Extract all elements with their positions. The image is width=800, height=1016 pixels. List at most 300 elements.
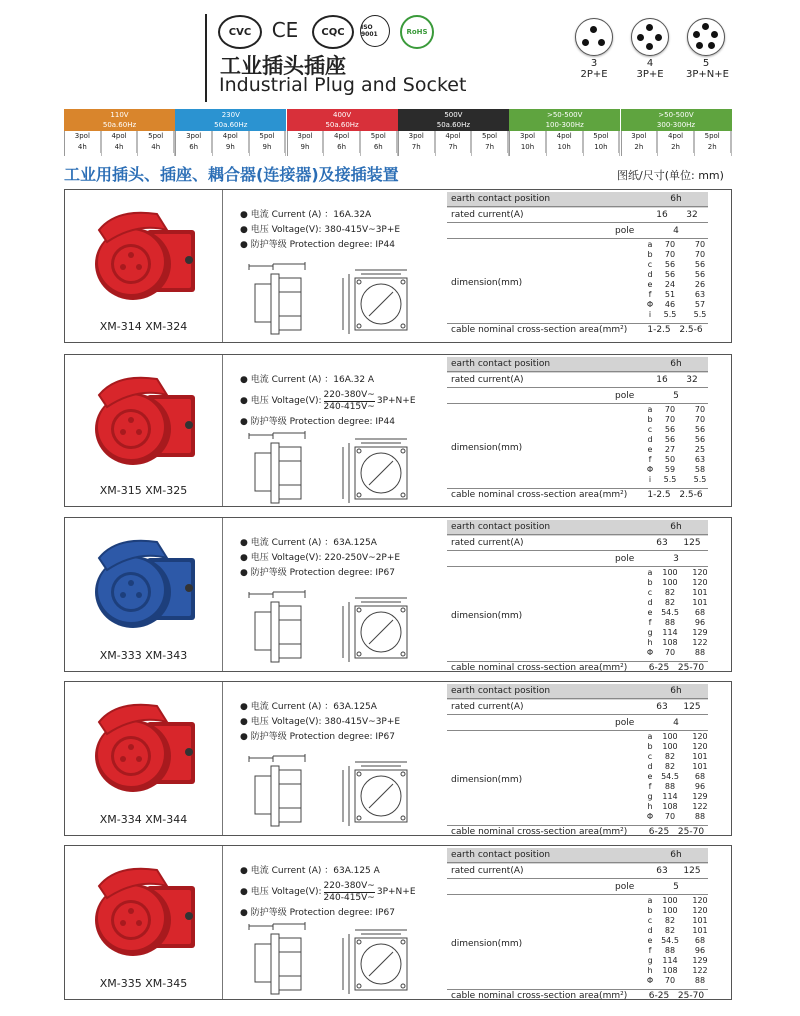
dimension-row — [645, 300, 715, 310]
pin-dot — [696, 42, 703, 49]
dimension-letter: Φ — [646, 300, 654, 309]
pole-cell — [138, 131, 175, 156]
dimension-row — [645, 415, 715, 425]
dimension-letter: e — [647, 936, 653, 945]
product-photo — [77, 528, 209, 646]
dimension-letter: f — [648, 455, 652, 464]
dimension-value-1: 82 — [664, 926, 676, 935]
dimension-value-2: 5.5 — [693, 310, 707, 319]
table-rule — [447, 989, 708, 990]
dimension-letter: e — [647, 280, 653, 289]
dimension-row — [645, 475, 715, 485]
dimension-value-2: 120 — [692, 732, 708, 741]
dimension-row — [645, 425, 715, 435]
dimension-value-2: 56 — [694, 270, 706, 279]
pole-row — [175, 131, 286, 156]
dimension-value-2: 88 — [694, 812, 706, 821]
spec-voltage: ● 电压 Voltage(V): 380-415V~3P+E — [240, 225, 401, 235]
dimension-value-2: 120 — [692, 568, 708, 577]
product-photo — [77, 692, 209, 810]
dimension-letter: i — [648, 475, 652, 484]
dimension-row — [645, 946, 715, 956]
dimension-value-2: 96 — [694, 618, 706, 627]
pole-label: pole — [615, 391, 635, 401]
dimension-values — [645, 896, 715, 986]
technical-drawing — [243, 427, 443, 513]
dimension-value-2: 63 — [694, 290, 706, 299]
dimension-value-2: 122 — [692, 966, 708, 975]
dimension-letter: g — [647, 628, 653, 637]
spec-table — [447, 682, 732, 837]
dimension-letter: i — [648, 310, 652, 319]
dimension-label: dimension(mm) — [451, 611, 523, 621]
frequency-value: 300-300Hz — [656, 121, 696, 129]
pole-hour: 10h — [510, 142, 546, 153]
dimension-value-1: 100 — [662, 578, 678, 587]
pole-hour: 2h — [695, 142, 731, 153]
dimension-row — [645, 608, 715, 618]
table-rule — [447, 862, 708, 863]
pin-dot — [702, 23, 709, 30]
pole-value: 5 — [673, 391, 679, 401]
spec-protection: ● 防护等级 Protection degree: IP67 — [240, 908, 395, 918]
dimension-value-2: 101 — [692, 588, 708, 597]
dimension-letter: c — [647, 260, 653, 269]
voltage-cell — [287, 109, 398, 156]
technical-drawing — [243, 750, 443, 836]
voltage-upper: 220-380V~ — [323, 881, 375, 891]
pin-label: 2P+E — [580, 69, 608, 80]
voltage-value: 110V — [110, 111, 129, 119]
rated-value: 125 — [683, 702, 701, 712]
dimension-value-1: 50 — [664, 455, 676, 464]
dimension-value-2: 70 — [694, 415, 706, 424]
dimension-letter: b — [647, 742, 653, 751]
dimension-value-2: 56 — [694, 435, 706, 444]
product-specs — [240, 864, 416, 921]
earth-label: earth contact position — [451, 359, 551, 369]
pole-hour: 2h — [622, 142, 658, 153]
spec-table — [447, 518, 732, 673]
voltage-header — [287, 109, 398, 131]
table-rule — [447, 825, 708, 826]
dimension-row — [645, 772, 715, 782]
cable-label: cable nominal cross-section area(mm²) — [451, 663, 628, 673]
pole-hour: 7h — [436, 142, 472, 153]
product-block — [64, 681, 732, 836]
pole-cell — [658, 131, 695, 156]
pole-value: 4 — [673, 226, 679, 236]
table-rule — [447, 371, 708, 372]
header-divider — [205, 14, 207, 102]
page-title-en: Industrial Plug and Socket — [219, 74, 467, 96]
pole-cell — [213, 131, 250, 156]
dimension-value-2: 57 — [694, 300, 706, 309]
dimension-value-2: 70 — [694, 250, 706, 259]
pole-count: 4pol — [436, 131, 472, 142]
dimension-value-2: 56 — [694, 425, 706, 434]
dimension-row — [645, 598, 715, 608]
voltage-color-bar — [64, 109, 732, 156]
spec-current: ● 电流 Current (A) ：63A.125A — [240, 538, 377, 548]
voltage-lower: 240-415V~ — [323, 402, 375, 412]
dimension-row — [645, 896, 715, 906]
pole-row — [509, 131, 620, 156]
dimension-row — [645, 812, 715, 822]
earth-label: earth contact position — [451, 850, 551, 860]
cable-value: 25-70 — [677, 827, 705, 837]
pin-dot — [590, 26, 597, 33]
pole-cell — [176, 131, 213, 156]
cable-value: 1-2.5 — [647, 325, 671, 335]
voltage-header — [175, 109, 286, 131]
table-rule — [447, 550, 708, 551]
frequency-value: 50a.60Hz — [325, 121, 359, 129]
pole-count: 4pol — [324, 131, 360, 142]
pole-hour: 7h — [472, 142, 508, 153]
pole-cell — [510, 131, 547, 156]
dimension-value-2: 88 — [694, 648, 706, 657]
dimension-value-2: 101 — [692, 762, 708, 771]
dimension-letter: Φ — [646, 812, 654, 821]
earth-value: 6h — [670, 686, 682, 696]
dimension-row — [645, 732, 715, 742]
rated-value: 16 — [656, 210, 668, 220]
rated-label: rated current(A) — [451, 538, 524, 548]
voltage-value: 230V — [221, 111, 240, 119]
dimension-row — [645, 588, 715, 598]
product-divider — [222, 518, 223, 671]
table-rule — [447, 566, 708, 567]
pole-count: 5pol — [472, 131, 508, 142]
dimension-value-1: 114 — [662, 628, 678, 637]
pole-label: pole — [615, 718, 635, 728]
cable-value: 6-25 — [648, 991, 670, 1001]
pole-hour: 6h — [324, 142, 360, 153]
cable-value: 25-70 — [677, 663, 705, 673]
dimension-letter: b — [647, 250, 653, 259]
dimension-value-1: 88 — [664, 618, 676, 627]
pin-dot — [582, 39, 589, 46]
dimension-value-2: 68 — [694, 772, 706, 781]
dimension-row — [645, 802, 715, 812]
dimension-row — [645, 966, 715, 976]
cable-value: 1-2.5 — [647, 490, 671, 500]
pin-dot — [646, 24, 653, 31]
dimension-row — [645, 926, 715, 936]
dimension-value-1: 70 — [664, 812, 676, 821]
dimension-value-2: 58 — [694, 465, 706, 474]
earth-label: earth contact position — [451, 522, 551, 532]
dimension-letter: h — [647, 966, 653, 975]
voltage-lower: 240-415V~ — [323, 893, 375, 903]
dimension-value-1: 82 — [664, 588, 676, 597]
dimension-row — [645, 628, 715, 638]
dimension-row — [645, 742, 715, 752]
frequency-value: 50a.60Hz — [436, 121, 471, 129]
product-divider — [222, 355, 223, 506]
section-title: 工业用插头、插座、耦合器(连接器)及接插装置 — [64, 165, 399, 184]
dimension-value-2: 120 — [692, 578, 708, 587]
pin-dot — [711, 31, 718, 38]
product-model: XM-314 XM-324 — [99, 320, 188, 333]
dimension-letter: c — [647, 588, 653, 597]
dimension-value-1: 88 — [664, 946, 676, 955]
rated-value: 32 — [686, 375, 698, 385]
product-block — [64, 189, 732, 343]
rated-value: 125 — [683, 866, 701, 876]
technical-drawing — [243, 586, 443, 672]
spec-protection: ● 防护等级 Protection degree: IP44 — [240, 240, 395, 250]
dimension-value-1: 82 — [664, 762, 676, 771]
pole-hour: 4h — [65, 142, 101, 153]
product-model: XM-315 XM-325 — [99, 484, 188, 497]
pole-hour: 4h — [138, 142, 174, 153]
pole-label: pole — [615, 226, 635, 236]
cable-label: cable nominal cross-section area(mm²) — [451, 827, 628, 837]
pole-hour: 10h — [584, 142, 620, 153]
cert-logo-4: RoHS — [400, 15, 434, 49]
pole-count: 4pol — [658, 131, 694, 142]
earth-value: 6h — [670, 194, 682, 204]
dimension-value-1: 59 — [664, 465, 676, 474]
pin-label: 3P+N+E — [686, 69, 729, 80]
earth-label: earth contact position — [451, 194, 551, 204]
pole-hour: 6h — [176, 142, 212, 153]
cert-logo-3: ISO 9001 — [360, 15, 390, 47]
dimension-letter: e — [647, 445, 653, 454]
rated-value: 63 — [656, 866, 668, 876]
pin-dot — [637, 34, 644, 41]
pole-row — [621, 131, 732, 156]
product-divider — [222, 682, 223, 835]
dimension-value-1: 56 — [664, 270, 676, 279]
dimension-value-1: 108 — [662, 802, 678, 811]
voltage-value: 400V — [333, 111, 352, 119]
spec-table — [447, 190, 732, 344]
pole-count: 3pol — [622, 131, 658, 142]
voltage-suffix: 3P+N+E — [376, 887, 416, 897]
pole-cell — [324, 131, 361, 156]
voltage-fraction — [324, 390, 375, 413]
pin-count: 5 — [702, 58, 710, 69]
pole-cell — [399, 131, 436, 156]
pin-config-5 — [686, 18, 729, 80]
cable-value: 25-70 — [677, 991, 705, 1001]
pin-count: 3 — [590, 58, 598, 69]
technical-drawing — [243, 918, 443, 1004]
dimension-letter: d — [647, 435, 653, 444]
dimension-row — [645, 976, 715, 986]
cable-label: cable nominal cross-section area(mm²) — [451, 325, 628, 335]
product-model: XM-333 XM-343 — [99, 649, 188, 662]
product-specs — [240, 700, 400, 745]
dimension-value-1: 24 — [664, 280, 676, 289]
dimension-value-2: 122 — [692, 638, 708, 647]
dimension-letter: e — [647, 772, 653, 781]
dimension-letter: Φ — [646, 648, 654, 657]
voltage-cell — [509, 109, 620, 156]
dimension-letter: e — [647, 608, 653, 617]
dimension-value-1: 100 — [662, 732, 678, 741]
table-rule — [447, 222, 708, 223]
dimension-letter: d — [647, 270, 653, 279]
pole-hour: 4h — [102, 142, 138, 153]
dimension-value-1: 5.5 — [663, 475, 677, 484]
pole-label: pole — [615, 554, 635, 564]
pin-dot — [646, 43, 653, 50]
voltage-label: ● 电压 Voltage(V): — [240, 396, 322, 406]
cable-label: cable nominal cross-section area(mm²) — [451, 490, 628, 500]
rated-label: rated current(A) — [451, 866, 524, 876]
pin-dot — [655, 34, 662, 41]
pole-count: 4pol — [547, 131, 583, 142]
dimension-row — [645, 465, 715, 475]
pole-hour: 7h — [399, 142, 435, 153]
pole-value: 3 — [673, 554, 679, 564]
dimension-row — [645, 648, 715, 658]
dimension-row — [645, 280, 715, 290]
dimension-letter: b — [647, 578, 653, 587]
dimension-value-2: 101 — [692, 752, 708, 761]
dimension-value-1: 70 — [664, 648, 676, 657]
cable-value: 6-25 — [648, 827, 670, 837]
dimension-letter: g — [647, 792, 653, 801]
pole-cell — [472, 131, 509, 156]
product-model: XM-335 XM-345 — [99, 977, 188, 990]
dimension-value-1: 114 — [662, 956, 678, 965]
dimension-value-1: 70 — [664, 976, 676, 985]
pole-cell — [288, 131, 325, 156]
voltage-cell — [398, 109, 509, 156]
product-specs — [240, 373, 416, 430]
dimension-row — [645, 290, 715, 300]
pole-count: 3pol — [65, 131, 101, 142]
voltage-upper: 220-380V~ — [323, 390, 375, 400]
product-block — [64, 845, 732, 1000]
spec-voltage — [240, 390, 416, 413]
technical-drawing — [243, 258, 443, 344]
spec-current: ● 电流 Current (A) ：63A.125 A — [240, 866, 380, 876]
dimension-value-1: 100 — [662, 568, 678, 577]
pole-value: 5 — [673, 882, 679, 892]
pin-dot — [693, 31, 700, 38]
pole-count: 3pol — [399, 131, 435, 142]
voltage-fraction — [324, 881, 375, 904]
voltage-cell — [621, 109, 732, 156]
dimension-value-1: 70 — [664, 240, 676, 249]
pin-count: 4 — [646, 58, 654, 69]
product-photo — [77, 365, 209, 483]
cable-value: 2.5-6 — [679, 325, 703, 335]
dimension-value-2: 70 — [694, 240, 706, 249]
table-rule — [447, 534, 708, 535]
pole-hour: 9h — [250, 142, 286, 153]
earth-label: earth contact position — [451, 686, 551, 696]
dimension-values — [645, 240, 715, 320]
spec-current: ● 电流 Current (A) ：16A.32A — [240, 210, 372, 220]
dimension-value-1: 70 — [664, 250, 676, 259]
pin-dot — [708, 42, 715, 49]
dimension-row — [645, 435, 715, 445]
dimension-value-2: 129 — [692, 792, 708, 801]
pole-row — [398, 131, 509, 156]
cable-value: 2.5-6 — [679, 490, 703, 500]
table-rule — [447, 730, 708, 731]
spec-protection: ● 防护等级 Protection degree: IP44 — [240, 417, 395, 427]
dimension-label: dimension(mm) — [451, 443, 523, 453]
dimension-value-1: 108 — [662, 966, 678, 975]
dimension-value-1: 100 — [662, 742, 678, 751]
voltage-header — [398, 109, 509, 131]
dimension-value-1: 114 — [662, 792, 678, 801]
pole-cell — [584, 131, 621, 156]
dimension-value-2: 25 — [694, 445, 706, 454]
dimension-letter: c — [647, 425, 653, 434]
dimension-row — [645, 782, 715, 792]
pin-dot — [598, 39, 605, 46]
dimension-value-2: 68 — [694, 608, 706, 617]
pole-cell — [695, 131, 732, 156]
voltage-suffix: 3P+N+E — [376, 396, 416, 406]
dimension-letter: f — [648, 782, 652, 791]
table-rule — [447, 206, 708, 207]
spec-protection: ● 防护等级 Protection degree: IP67 — [240, 568, 395, 578]
rated-label: rated current(A) — [451, 702, 524, 712]
table-rule — [447, 323, 708, 324]
dimension-row — [645, 618, 715, 628]
product-block — [64, 354, 732, 507]
dimension-value-2: 129 — [692, 956, 708, 965]
dimension-value-1: 56 — [664, 435, 676, 444]
dimension-value-1: 56 — [664, 260, 676, 269]
spec-current: ● 电流 Current (A) ：16A.32 A — [240, 375, 375, 385]
pole-cell — [436, 131, 473, 156]
product-photo — [77, 856, 209, 974]
spec-voltage: ● 电压 Voltage(V): 220-250V~2P+E — [240, 553, 401, 563]
dimension-value-1: 51 — [664, 290, 676, 299]
dimension-value-1: 54.5 — [661, 608, 679, 617]
socket-face-icon — [575, 18, 613, 56]
dimension-value-1: 70 — [664, 415, 676, 424]
dimension-row — [645, 445, 715, 455]
pole-hour: 10h — [547, 142, 583, 153]
pole-cell — [622, 131, 659, 156]
rated-value: 125 — [683, 538, 701, 548]
dimension-values — [645, 405, 715, 485]
dimension-label: dimension(mm) — [451, 775, 523, 785]
pole-cell — [361, 131, 398, 156]
product-specs — [240, 536, 400, 581]
dimension-row — [645, 578, 715, 588]
dimension-letter: h — [647, 802, 653, 811]
dimension-value-1: 100 — [662, 896, 678, 905]
pole-count: 5pol — [250, 131, 286, 142]
dimension-row — [645, 956, 715, 966]
rated-value: 63 — [656, 538, 668, 548]
dimension-letter: Φ — [646, 976, 654, 985]
dimension-label: dimension(mm) — [451, 939, 523, 949]
dimension-letter: d — [647, 926, 653, 935]
spec-voltage: ● 电压 Voltage(V): 380-415V~3P+E — [240, 717, 401, 727]
cert-logo-1: CE — [271, 18, 299, 42]
dimension-letter: f — [648, 290, 652, 299]
dimension-row — [645, 455, 715, 465]
pole-row — [287, 131, 398, 156]
product-model: XM-334 XM-344 — [99, 813, 188, 826]
pin-config-4 — [630, 18, 670, 80]
dimension-letter: a — [647, 240, 653, 249]
